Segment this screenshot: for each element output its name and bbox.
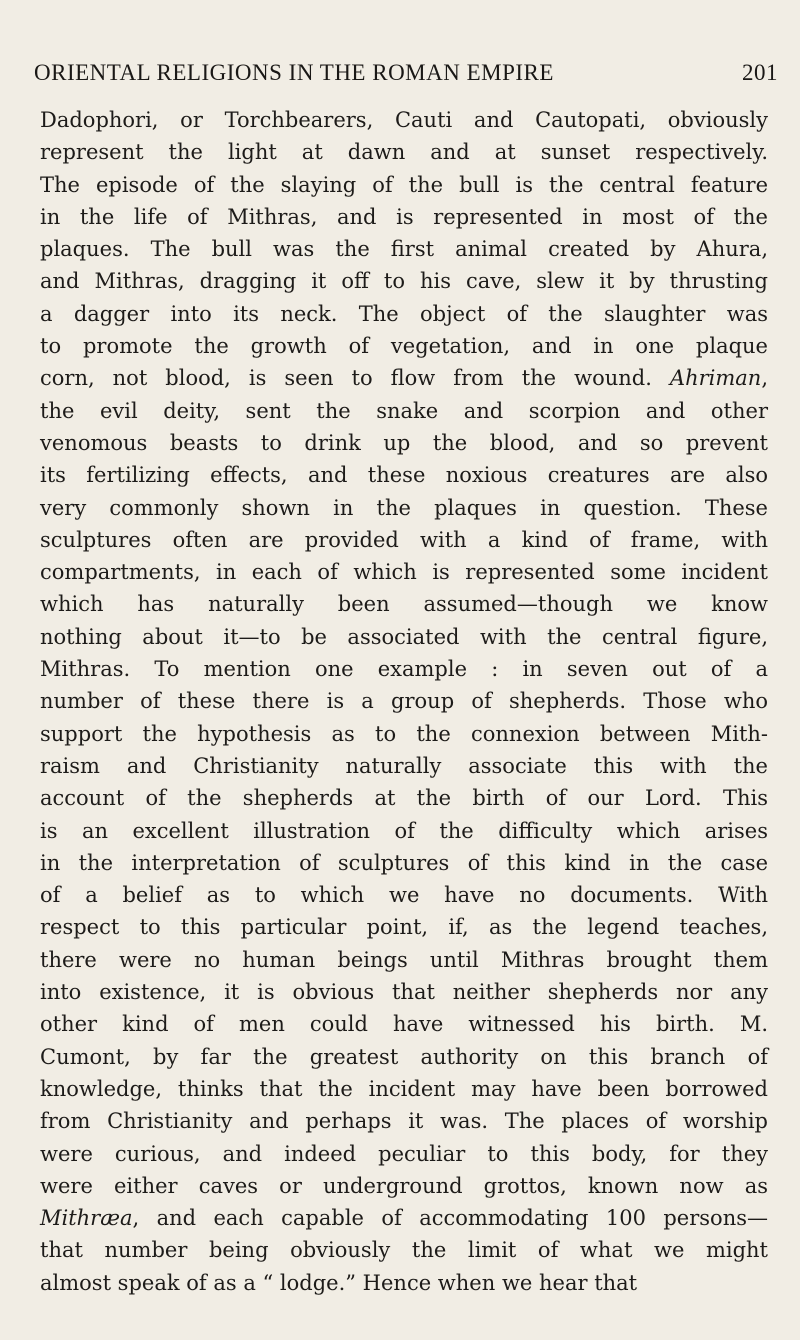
text-line (40, 1170, 768, 1202)
text-line (40, 782, 768, 814)
text-span: , (761, 366, 768, 391)
text-line (40, 847, 768, 879)
text-line (40, 1202, 768, 1234)
text-span: support the hypothesis as to the connexion between Mith- (40, 721, 768, 746)
text-line (40, 1234, 768, 1266)
text-line (40, 556, 768, 588)
text-line (40, 330, 768, 362)
text-line (40, 815, 768, 847)
text-line (40, 427, 768, 459)
text-line (40, 524, 768, 556)
text-line (40, 1105, 768, 1137)
text-span: its fertilizing effects, and these noxious creatures are also (40, 463, 768, 488)
text-line (40, 944, 768, 976)
text-span: almost speak of as a “ lodge.” Hence when we hear that (40, 1270, 638, 1295)
text-line (40, 104, 768, 136)
text-span: Mithras. To mention one example : in seven out of a (40, 657, 768, 682)
text-line (40, 750, 768, 782)
text-span: there were no human beings until Mithras brought them (40, 947, 768, 972)
text-line (40, 395, 768, 427)
text-span: a dagger into its neck. The object of the slaughter was (40, 301, 768, 326)
text-span: , and each capable of accommodating 100 persons— (132, 1206, 768, 1231)
text-span: in the life of Mithras, and is represented in most of the (40, 204, 768, 229)
text-span: in the interpretation of sculptures of this kind in the case (40, 850, 768, 875)
text-line (40, 362, 768, 394)
text-line (40, 718, 768, 750)
text-span: very commonly shown in the plaques in question. These (40, 495, 768, 520)
text-span: the evil deity, sent the snake and scorpion and other (40, 398, 768, 423)
text-span: Dadophori, or Torchbearers, Cauti and Cautopati, obviously (40, 108, 768, 132)
text-line (40, 459, 768, 491)
italic-term: Mithræa (40, 1206, 133, 1231)
page-number: 201 (742, 60, 778, 85)
text-span: plaques. The bull was the first animal created by Ahura, (40, 237, 768, 262)
text-line (40, 201, 768, 233)
text-span: from Christianity and perhaps it was. The places of worship (40, 1109, 768, 1134)
text-line (40, 1138, 768, 1170)
text-span: which has naturally been assumed—though we know (40, 592, 768, 617)
text-span: and Mithras, dragging it off to his cave, slew it by thrusting (40, 269, 768, 294)
text-span: compartments, in each of which is represented some incident (40, 560, 768, 585)
text-line (40, 685, 768, 717)
text-line (40, 1041, 768, 1073)
text-span: The episode of the slaying of the bull is the central feature (40, 172, 768, 197)
text-span: is an excellent illustration of the difficulty which arises (40, 818, 768, 843)
text-span: corn, not blood, is seen to flow from the wound. (40, 366, 670, 391)
text-line (40, 879, 768, 911)
text-span: were either caves or underground grottos, known now as (40, 1173, 768, 1198)
text-span: represent the light at dawn and at sunset respectively. (40, 140, 768, 165)
text-line (40, 621, 768, 653)
text-span: other kind of men could have witnessed his birth. M. (40, 1012, 768, 1037)
text-span: Cumont, by far the greatest authority on this branch of (40, 1044, 768, 1069)
text-span: of a belief as to which we have no documents. With (40, 883, 768, 908)
text-span: were curious, and indeed peculiar to this body, for they (40, 1141, 768, 1166)
text-line (40, 588, 768, 620)
text-span: sculptures often are provided with a kind of frame, with (40, 527, 768, 552)
text-span: number of these there is a group of shepherds. Those who (40, 689, 768, 714)
text-span: knowledge, thinks that the incident may have been borrowed (40, 1076, 768, 1101)
text-line (40, 136, 768, 168)
text-line (40, 1267, 768, 1299)
text-span: nothing about it—to be associated with the central figure, (40, 624, 768, 649)
text-span: respect to this particular point, if, as the legend teaches, (40, 915, 768, 940)
text-line (40, 1008, 768, 1040)
text-span: raism and Christianity naturally associate this with the (40, 753, 768, 778)
body-paragraph (40, 104, 768, 1299)
text-span: into existence, it is obvious that neither shepherds nor any (40, 980, 768, 1005)
text-span: venomous beasts to drink up the blood, and so prevent (40, 430, 768, 455)
text-span: to promote the growth of vegetation, and in one plaque (40, 334, 768, 359)
text-line (40, 976, 768, 1008)
text-line (40, 298, 768, 330)
text-span: account of the shepherds at the birth of our Lord. This (40, 786, 768, 811)
text-line (40, 911, 768, 943)
text-line (40, 653, 768, 685)
running-title: ORIENTAL RELIGIONS IN THE ROMAN EMPIRE (34, 60, 554, 85)
text-line (40, 492, 768, 524)
text-line (40, 233, 768, 265)
italic-term: Ahriman (669, 366, 762, 391)
text-span: that number being obviously the limit of what we might (40, 1238, 768, 1263)
running-head (34, 60, 778, 94)
text-line (40, 1073, 768, 1105)
text-line (40, 265, 768, 297)
text-line (40, 169, 768, 201)
